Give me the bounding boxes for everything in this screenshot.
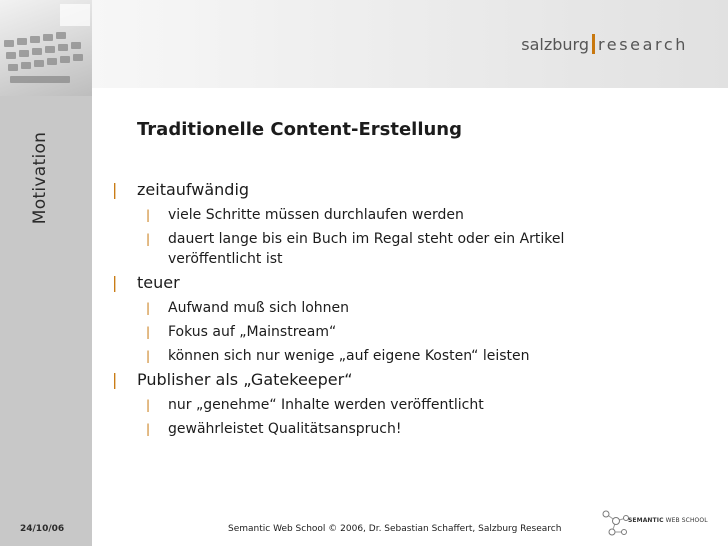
bullet-marker: | xyxy=(146,398,151,412)
network-icon xyxy=(600,508,630,538)
bullet-marker: | xyxy=(146,301,151,315)
sub-bullet-item xyxy=(112,229,658,269)
logo-text-bold: SEMANTIC xyxy=(628,517,664,524)
sub-bullet-item xyxy=(112,346,658,366)
sub-bullet-text: dauert lange bis ein Buch im Regal steht oder ein Artikel veröffentlicht ist xyxy=(168,231,565,267)
sub-bullet-text: Fokus auf „Mainstream“ xyxy=(168,324,337,340)
bullet-marker: | xyxy=(112,273,118,292)
sub-bullet-text: viele Schritte müssen durchlaufen werden xyxy=(168,207,464,223)
semantic-web-school-logo xyxy=(600,508,708,538)
bullet-marker: | xyxy=(146,208,151,222)
bullet-text: teuer xyxy=(137,273,180,292)
bullet-text: Publisher als „Gatekeeper“ xyxy=(137,370,353,389)
sub-bullet-item xyxy=(112,298,658,318)
footer-credit: Semantic Web School © 2006, Dr. Sebastian Schaffert, Salzburg Research xyxy=(228,524,562,534)
sub-bullet-list xyxy=(112,298,712,366)
bullet-text: zeitaufwändig xyxy=(137,180,250,199)
sub-bullet-text: Aufwand muß sich lohnen xyxy=(168,300,350,316)
sub-bullet-item xyxy=(112,395,658,415)
slide-date: 24/10/06 xyxy=(20,524,65,534)
section-label: Motivation xyxy=(30,131,50,225)
bullet-marker: | xyxy=(112,180,118,199)
sub-bullet-text: nur „genehme“ Inhalte werden veröffentlicht xyxy=(168,397,484,413)
bullet-marker: | xyxy=(146,349,151,363)
bullet-item xyxy=(112,272,712,294)
sidebar xyxy=(0,0,92,546)
bullet-marker: | xyxy=(112,370,118,389)
logo-text-rest: WEB SCHOOL xyxy=(663,517,708,524)
salzburg-research-logo xyxy=(521,34,688,54)
logo-text-first: salzburg xyxy=(521,35,589,54)
slide-title: Traditionelle Content-Erstellung xyxy=(137,119,463,140)
sub-bullet-list xyxy=(112,205,712,269)
bullet-item xyxy=(112,179,712,201)
keyboard-photo-icon xyxy=(0,0,92,96)
bullet-item xyxy=(112,369,712,391)
bullet-marker: | xyxy=(146,422,151,436)
top-banner xyxy=(92,0,728,88)
sub-bullet-item xyxy=(112,419,658,439)
sub-bullet-item xyxy=(112,205,658,225)
bullet-marker: | xyxy=(146,325,151,339)
logo-wordmark xyxy=(628,517,708,524)
sub-bullet-list xyxy=(112,395,712,439)
sub-bullet-text: gewährleistet Qualitätsanspruch! xyxy=(168,421,402,437)
logo-text-second: research xyxy=(597,35,688,54)
bullet-list xyxy=(112,176,712,441)
sub-bullet-text: können sich nur wenige „auf eigene Kosten“ leisten xyxy=(168,348,530,364)
sub-bullet-item xyxy=(112,322,658,342)
bullet-marker: | xyxy=(146,232,151,246)
logo-divider xyxy=(592,34,595,54)
